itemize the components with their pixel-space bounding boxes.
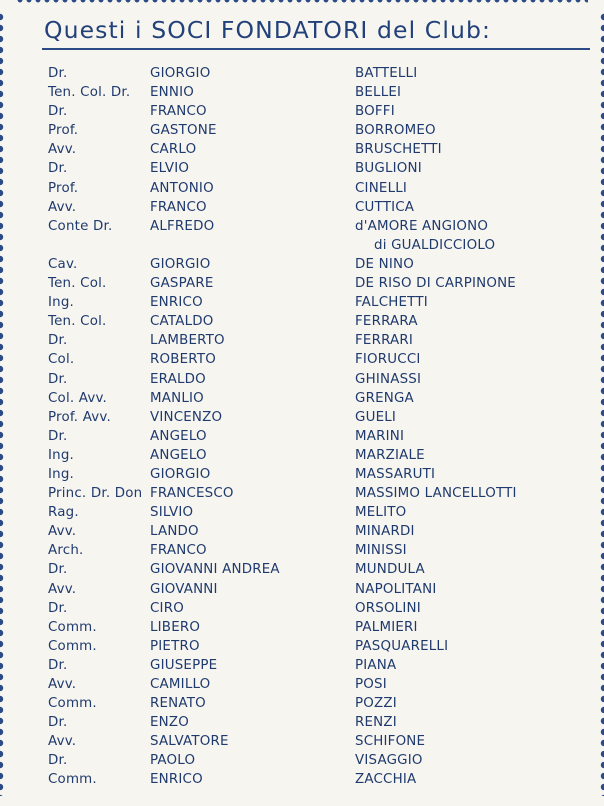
member-title: Comm. [48,638,97,654]
member-first-name: FRANCESCO [150,486,234,502]
member-row [0,293,604,312]
member-first-name: FRANCO [150,199,207,215]
member-first-name: ANGELO [150,428,207,444]
member-row [0,618,604,637]
member-last-name: MELITO [355,505,407,521]
member-last-name: MUNDULA [355,562,425,578]
member-last-name: MINISSI [355,543,407,559]
member-last-name: BATTELLI [355,66,418,81]
member-last-name: PIANA [355,657,397,673]
member-first-name: FRANCO [150,543,207,559]
member-first-name: CIRO [150,600,184,616]
member-row [0,159,604,178]
member-first-name: GIOVANNI ANDREA [150,562,280,578]
member-title: Avv. [48,142,77,158]
member-row [0,102,604,121]
member-title: Princ. Dr. Don [48,486,143,502]
member-row [0,675,604,694]
member-first-name: GIORGIO [150,466,211,482]
member-title: Prof. Avv. [48,409,111,425]
member-first-name: ENZO [150,715,189,731]
member-title: Conte Dr. [48,218,113,234]
member-last-name: FERRARI [355,333,414,349]
member-row [0,465,604,484]
member-first-name: ERALDO [150,371,206,387]
member-first-name: GIOVANNI [150,581,218,597]
member-last-name: FERRARA [355,314,418,330]
member-row [0,656,604,675]
member-row [0,274,604,293]
member-title: Dr. [48,753,68,769]
member-row [0,350,604,369]
member-last-name: RENZI [355,715,397,731]
member-first-name: LANDO [150,524,199,540]
member-last-name: POZZI [355,696,397,712]
member-first-name: ENRICO [150,295,203,311]
member-title: Dr. [48,66,68,81]
member-last-name: SCHIFONE [355,734,426,750]
member-first-name: CAMILLO [150,677,211,692]
member-row [0,312,604,331]
member-title: Col. [48,352,75,368]
member-row [0,179,604,198]
member-last-name: GRENGA [355,390,414,406]
member-last-name: MINARDI [355,524,415,540]
member-title: Ten. Col. Dr. [48,85,131,101]
member-title: Cav. [48,256,78,272]
member-title: Comm. [48,619,97,635]
member-row [0,331,604,350]
member-last-name: CUTTICA [355,199,415,215]
member-title: Prof. [48,180,79,196]
member-first-name: ROBERTO [150,352,216,368]
member-first-name: SALVATORE [150,734,229,750]
member-last-name: MARZIALE [355,447,425,463]
member-last-name: BRUSCHETTI [355,142,442,158]
member-row [0,83,604,102]
member-last-name: d'AMORE ANGIONO [355,218,489,234]
member-last-name: NAPOLITANI [355,581,437,597]
member-first-name: PAOLO [150,753,196,769]
member-last-name: GUELI [355,409,397,425]
member-first-name: GIORGIO [150,66,211,81]
member-title: Arch. [48,543,84,559]
member-last-name: VISAGGIO [355,753,423,769]
member-last-name: FIORUCCI [355,352,421,368]
member-row [0,694,604,713]
member-title: Dr. [48,371,68,387]
member-first-name: PIETRO [150,638,200,654]
torn-edge-top [16,0,588,5]
member-row [0,732,604,751]
member-first-name: VINCENZO [150,409,223,425]
member-title: Ing. [48,466,74,482]
member-first-name: FRANCO [150,104,207,120]
member-first-name: RENATO [150,696,206,712]
member-row [0,637,604,656]
member-first-name: GIORGIO [150,256,211,272]
member-first-name: GIUSEPPE [150,657,218,673]
member-title: Ing. [48,447,74,463]
heading-underline [42,48,590,50]
member-row [0,522,604,541]
member-title: Ing. [48,295,74,311]
member-title: Dr. [48,333,68,349]
member-row [0,198,604,217]
member-last-name: BELLEI [355,85,402,101]
member-first-name: GASPARE [150,276,214,292]
member-last-name: PASQUARELLI [355,638,449,654]
member-last-name: DE NINO [355,256,414,272]
member-row [0,427,604,446]
member-title: Avv. [48,677,77,692]
member-row [0,370,604,389]
member-title: Dr. [48,104,68,120]
member-title: Ten. Col. [48,314,107,330]
member-first-name: CATALDO [150,314,214,330]
member-row [0,484,604,503]
member-last-name: ZACCHIA [355,772,417,788]
member-title: Dr. [48,657,68,673]
member-first-name: CARLO [150,142,197,158]
member-last-name: BORROMEO [355,123,436,139]
member-first-name: ELVIO [150,161,190,177]
member-row [0,770,604,789]
member-title: Avv. [48,581,77,597]
member-last-name: BUGLIONI [355,161,422,177]
member-first-name: ALFREDO [150,218,215,234]
member-title: Prof. [48,123,79,139]
member-row [0,408,604,427]
member-row [0,713,604,732]
member-row [0,121,604,140]
member-row [0,503,604,522]
member-title: Dr. [48,715,68,731]
member-title: Rag. [48,505,79,521]
member-title: Col. Avv. [48,390,108,406]
member-last-name: DE RISO DI CARPINONE [355,276,516,292]
member-title: Avv. [48,734,77,750]
member-last-name: PALMIERI [355,619,418,635]
member-title: Dr. [48,161,68,177]
member-first-name: LIBERO [150,619,201,635]
member-first-name: MANLIO [150,390,204,406]
member-row [0,217,604,255]
member-last-name: MASSARUTI [355,466,436,482]
member-title: Ten. Col. [48,276,107,292]
member-row [0,751,604,770]
member-last-name: MASSIMO LANCELLOTTI [355,486,517,502]
member-row [0,389,604,408]
member-title: Comm. [48,696,97,712]
member-title: Dr. [48,562,68,578]
member-list [0,64,604,790]
member-last-name: FALCHETTI [355,295,428,311]
member-first-name: ENNIO [150,85,194,101]
member-row [0,446,604,465]
member-row [0,599,604,618]
member-row [0,541,604,560]
member-first-name: ENRICO [150,772,203,788]
member-title: Avv. [48,524,77,540]
page-heading: Questi i SOCI FONDATORI del Club: [44,16,491,44]
member-first-name: ANGELO [150,447,207,463]
member-last-name: POSI [355,677,387,692]
member-title: Avv. [48,199,77,215]
member-row [0,64,604,83]
member-row [0,255,604,274]
member-row [0,580,604,599]
member-first-name: ANTONIO [150,180,214,196]
member-first-name: GASTONE [150,123,217,139]
member-row [0,560,604,579]
member-last-name: GHINASSI [355,371,422,387]
member-last-name: CINELLI [355,180,408,196]
member-title: Dr. [48,428,68,444]
member-last-name: MARINI [355,428,405,444]
member-row [0,140,604,159]
member-last-name: ORSOLINI [355,600,421,616]
member-first-name: SILVIO [150,505,194,521]
member-title: Dr. [48,600,68,616]
member-last-name: BOFFI [355,104,395,120]
member-last-name-continued: di GUALDICCIOLO [374,237,496,253]
member-first-name: LAMBERTO [150,333,225,349]
member-title: Comm. [48,772,97,788]
